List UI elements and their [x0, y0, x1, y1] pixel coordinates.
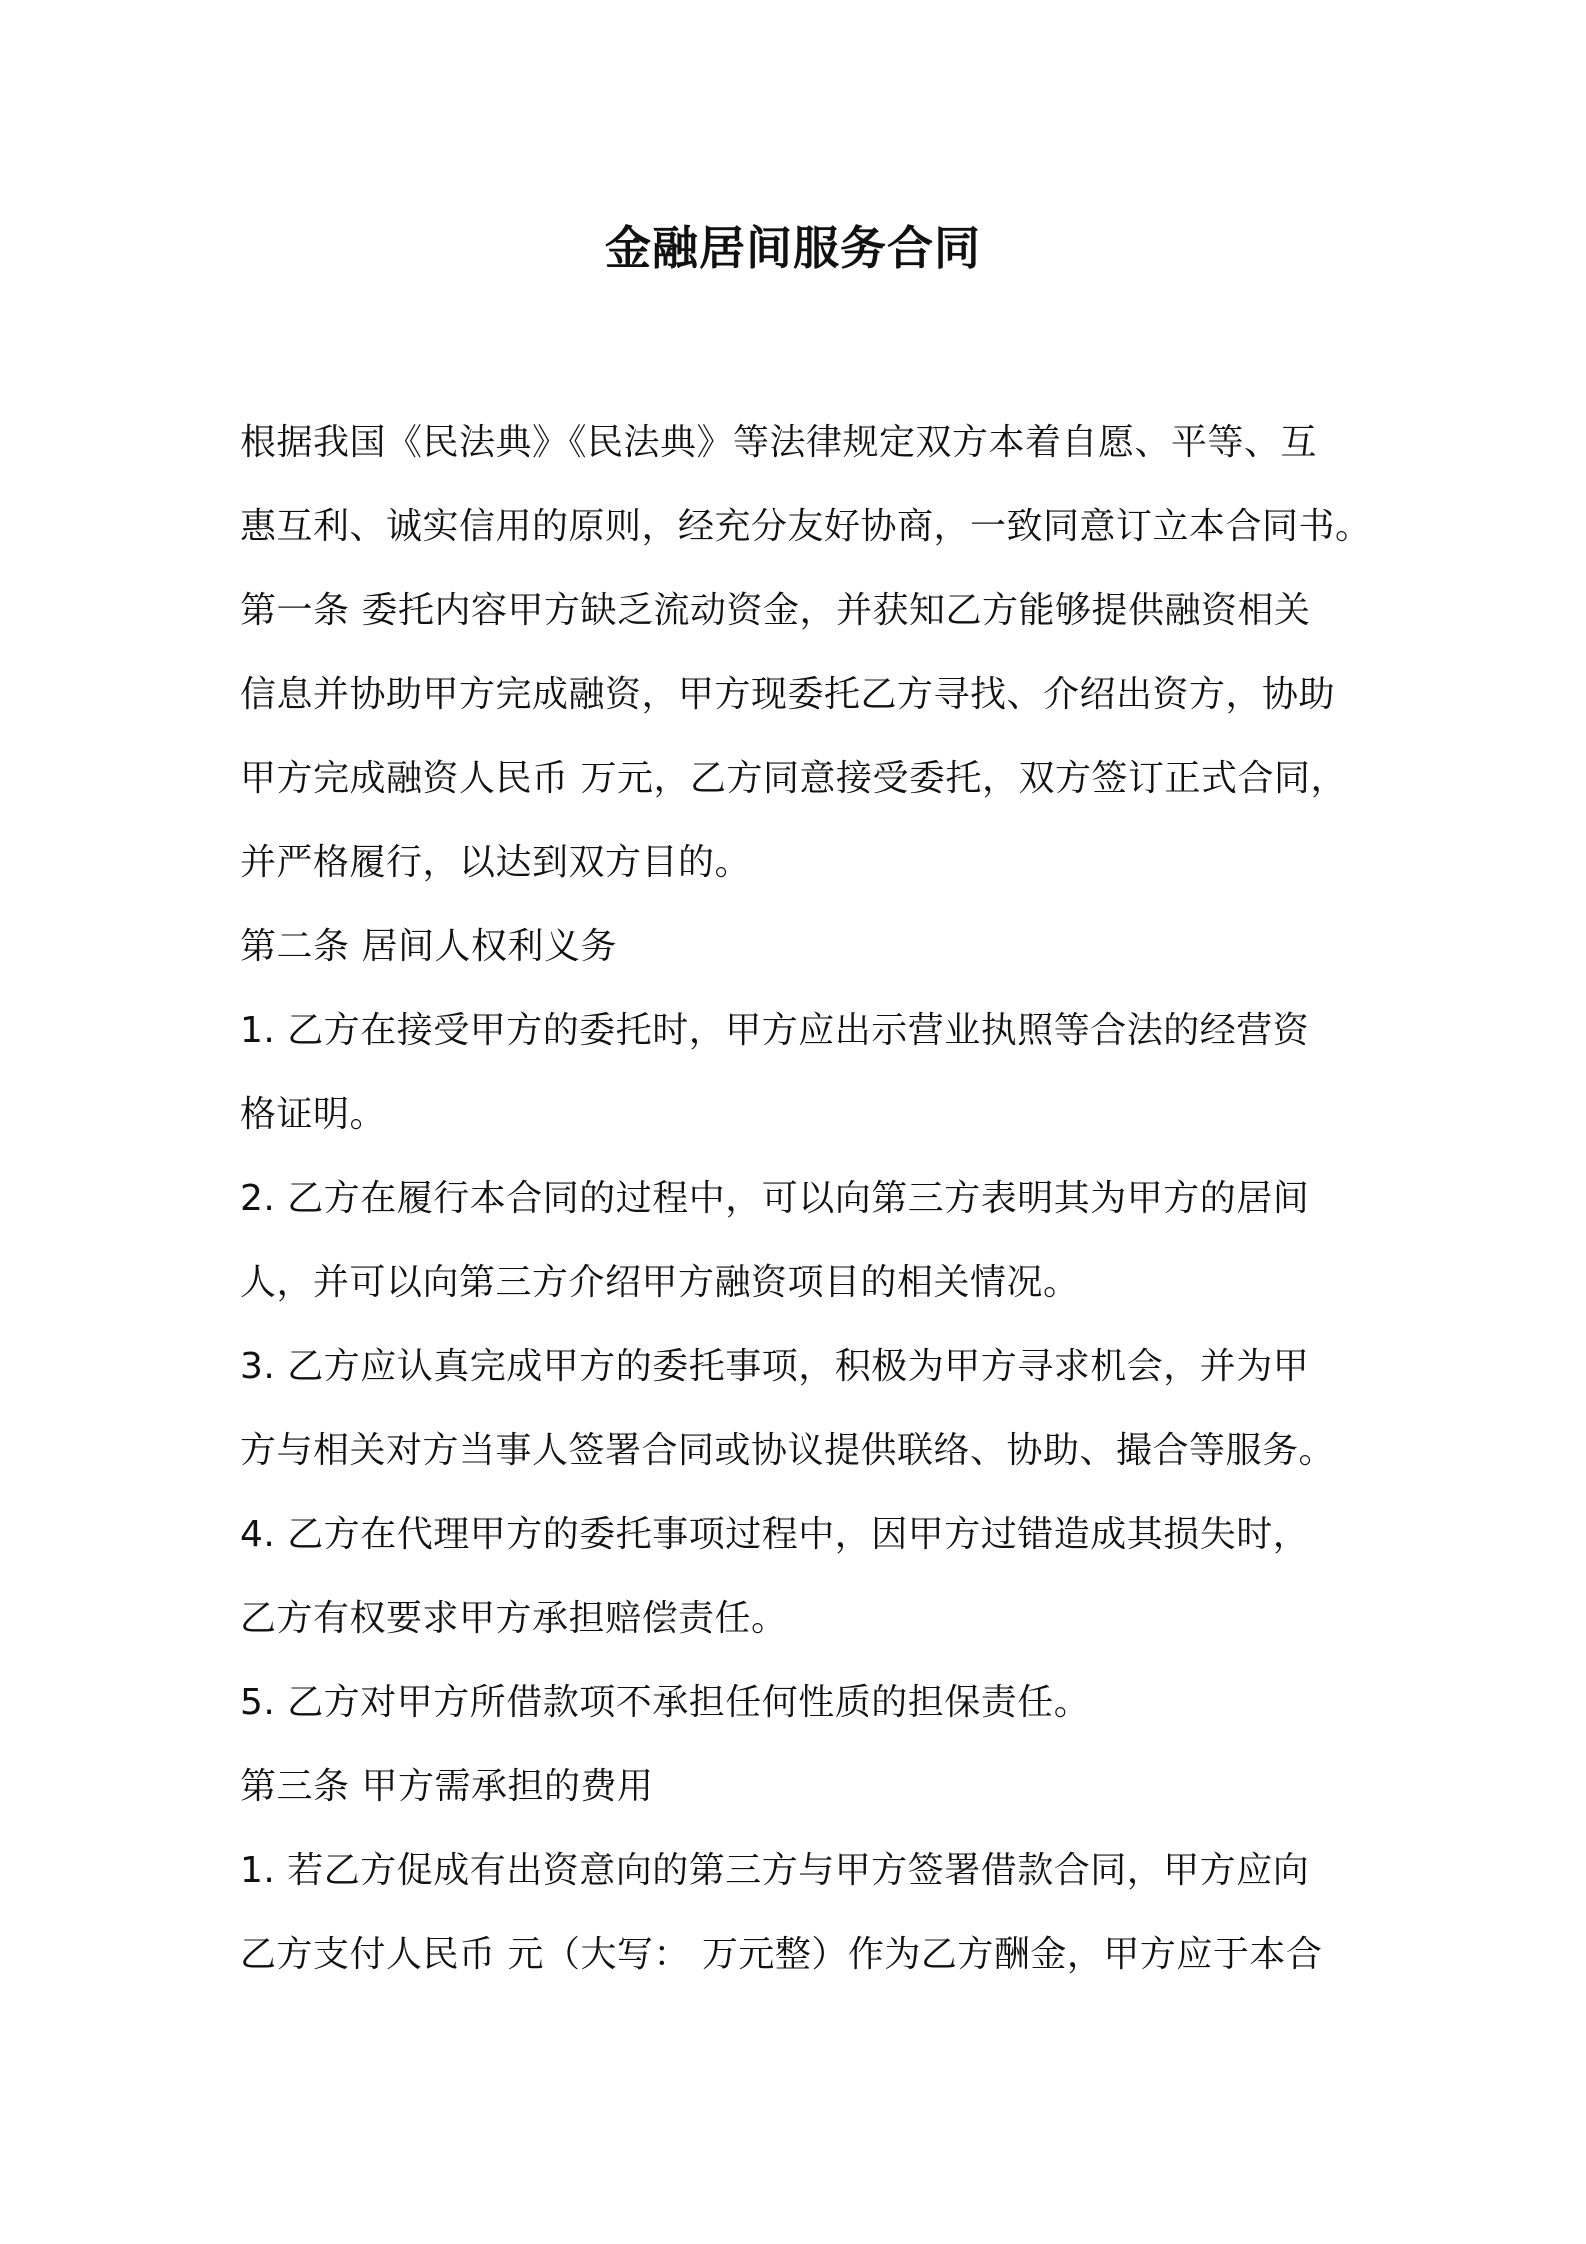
section-heading: 第二条 居间人权利义务	[240, 926, 617, 967]
paragraph-line: 人，并可以向第三方介绍甲方融资项目的相关情况。	[240, 1262, 1080, 1303]
paragraph-line: 乙方有权要求甲方承担赔偿责任。	[240, 1598, 788, 1639]
paragraph-line: 1. 若乙方促成有出资意向的第三方与甲方签署借款合同，甲方应向	[240, 1850, 1310, 1891]
section-heading: 第三条 甲方需承担的费用	[240, 1766, 654, 1807]
paragraph-line: 3. 乙方应认真完成甲方的委托事项，积极为甲方寻求机会，并为甲	[240, 1346, 1310, 1387]
paragraph-line: 2. 乙方在履行本合同的过程中，可以向第三方表明其为甲方的居间	[240, 1178, 1310, 1219]
document-title: 金融居间服务合同	[605, 221, 981, 275]
paragraph-line: 根据我国《民法典》《民法典》等法律规定双方本着自愿、平等、互	[240, 422, 1318, 463]
document-body	[240, 401, 1372, 1997]
paragraph-line: 1. 乙方在接受甲方的委托时，甲方应出示营业执照等合法的经营资	[240, 1010, 1310, 1051]
paragraph-line: 格证明。	[240, 1094, 387, 1135]
paragraph-line: 4. 乙方在代理甲方的委托事项过程中，因甲方过错造成其损失时，	[240, 1514, 1310, 1555]
paragraph-line: 乙方支付人民币 元（大写： 万元整）作为乙方酬金，甲方应于本合	[240, 1934, 1323, 1975]
paragraph-line: 并严格履行，以达到双方目的。	[240, 842, 752, 883]
paragraph-line: 方与相关对方当事人签署合同或协议提供联络、协助、撮合等服务。	[240, 1430, 1336, 1471]
paragraph-line: 第一条 委托内容甲方缺乏流动资金，并获知乙方能够提供融资相关	[240, 590, 1311, 631]
paragraph-line: 5. 乙方对甲方所借款项不承担任何性质的担保责任。	[240, 1682, 1091, 1723]
paragraph-line: 惠互利、诚实信用的原则，经充分友好协商，一致同意订立本合同书。	[240, 506, 1372, 547]
paragraph-line: 信息并协助甲方完成融资，甲方现委托乙方寻找、介绍出资方，协助	[240, 674, 1336, 715]
paragraph-line: 甲方完成融资人民币 万元，乙方同意接受委托，双方签订正式合同，	[240, 758, 1347, 799]
